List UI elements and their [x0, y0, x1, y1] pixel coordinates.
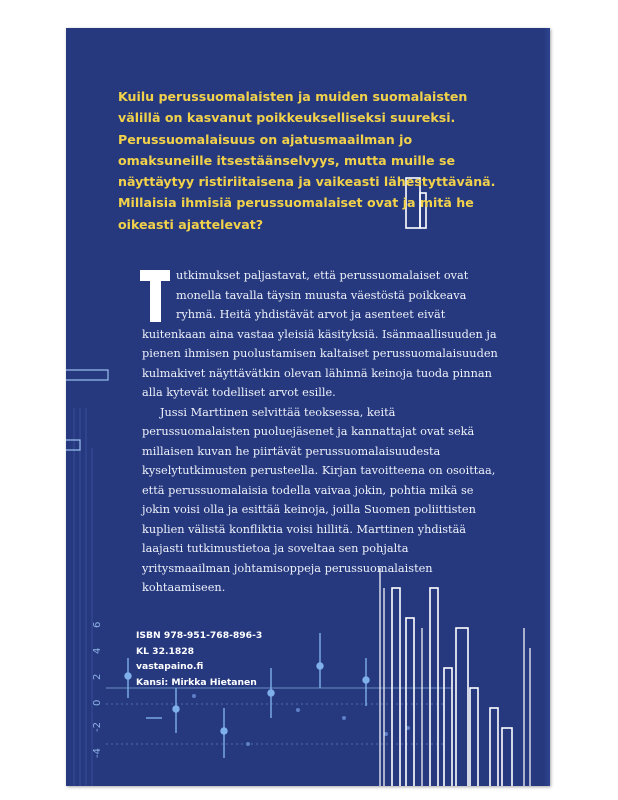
- axis-tick-label: -4: [92, 748, 103, 758]
- body-paragraph-1: [142, 266, 498, 403]
- drop-cap: [140, 270, 170, 322]
- axis-tick-label: 4: [92, 647, 103, 654]
- axis-tick-label: 0: [92, 699, 103, 706]
- book-back-cover: [66, 28, 550, 786]
- publisher-url: vastapaino.fi: [136, 661, 204, 672]
- isbn: ISBN 978-951-768-896-3: [136, 630, 263, 641]
- body-text: [142, 266, 498, 598]
- axis-tick-label: 6: [92, 621, 103, 628]
- axis-tick-label: -2: [92, 722, 103, 732]
- imprint-block: [136, 628, 262, 690]
- body-paragraph-2: Jussi Marttinen selvittää teoksessa, keitä perussuomalaisten puoluejäsenet ja kannattajat ovat sekä millaisen kuvan he piirtävät perussuomalaisuudesta kyselytutkimusten perusteella. Kirjan tavoitteena on osoittaa, että perussuomalaisia todella vaivaa jokin, pohtia mikä se jokin voisi olla ja esittää keinoja, joilla Suomen poliittisten kuplien välistä konfliktia voisi hillitä. Marttinen yhdistää laajasti tutkimustietoa ja soveltaa sen pohjalta yritysmaailman johtamisoppeja perussuomalaisten kohtaamiseen.: [142, 405, 496, 594]
- axis-tick-label: 2: [92, 673, 103, 680]
- lead-paragraph: Kuilu perussuomalaisten ja muiden suomalaisten välillä on kasvanut poikkeukselliseksi suureksi. Perussuomalaisuus on ajatusmaailman jo omaksuneille itsestäänselvyys, mutta muille se näyttäytyy ristiriitaisena ja vaikeasti lähestyttävänä. Millaisia ihmisiä perussuomalaiset ovat ja mitä he oikeasti ajattelevat?: [118, 89, 496, 232]
- library-class: KL 32.1828: [136, 645, 195, 657]
- body-paragraph-1-text: utkimukset paljastavat, että perussuomalaiset ovat monella tavalla täysin muusta väestöstä poikkeava ryhmä. Heitä yhdistävät arvot ja asenteet eivät kuitenkaan aina vastaa yleisiä käsityksiä. Isänmaallisuuden ja pienen ihmisen puolustamisen kaltaiset perussuomalaisuuden kulmakivet näyttävätkin olevan lähinnä keinoja tuoda pinnan alla kytevät todelliset arvot esille.: [142, 269, 498, 399]
- cover-credit: Kansi: Mirkka Hietanen: [136, 676, 257, 688]
